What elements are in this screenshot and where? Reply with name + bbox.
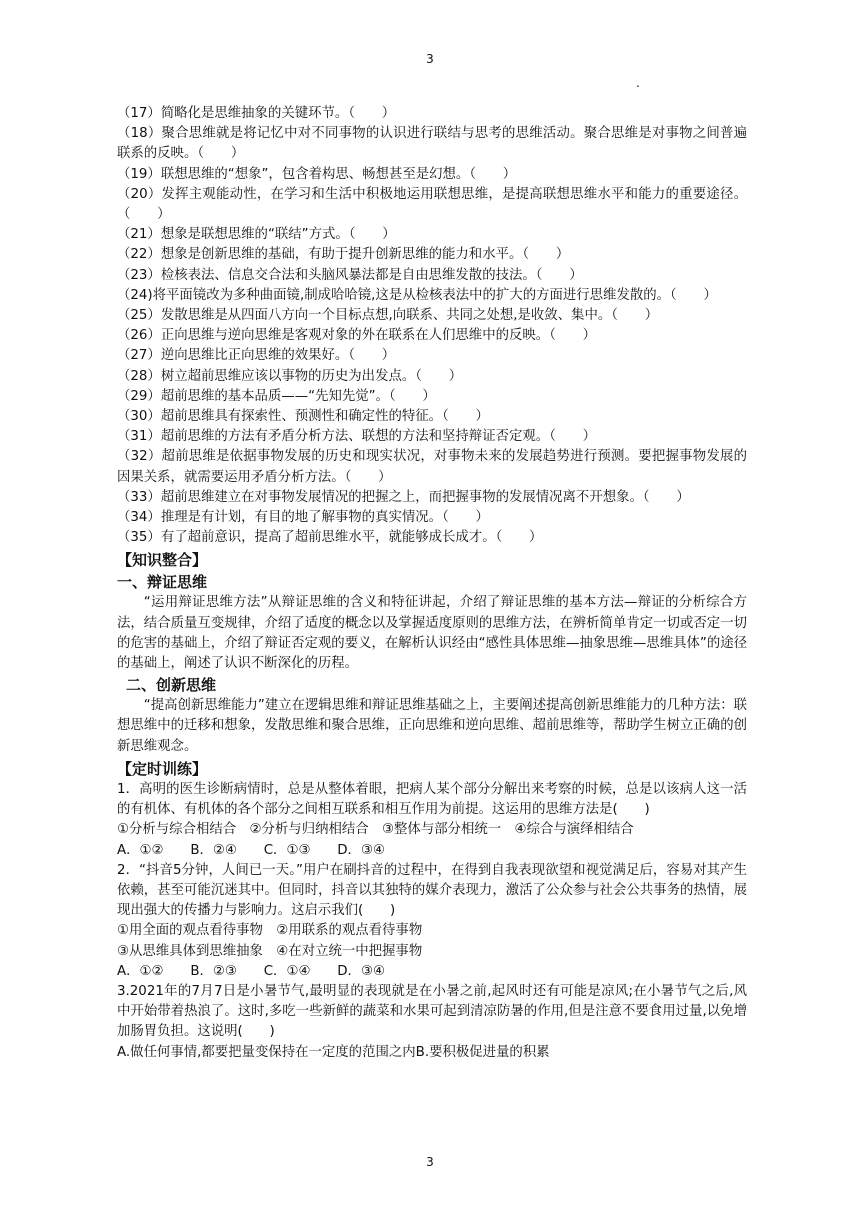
- knowledge-integration-title: 【知识整合】: [117, 551, 208, 570]
- section-dialectical-text: “运用辩证思维方法”从辩证思维的含义和特征讲起，介绍了辩证思维的基本方法—辩证的分析综合方法，结合质量互变规律，介绍了适度的概念以及掌握适度原则的思维方法，在辨析简单肯定一切或否定一切的危害的基础上，介绍了辩证否定观的要义，在解析认识经由“感性具体思维—抽象思维—思维具体”的途径的基础上，阐述了认识不断深化的历程。: [117, 595, 747, 672]
- true-false-item: （30）超前思维具有探索性、预测性和确定性的特征。（ ）: [117, 409, 489, 425]
- question-2-items-1: ①用全面的观点看待事物 ②用联系的观点看待事物: [117, 923, 423, 939]
- true-false-item: （17）简略化是思维抽象的关键环节。（ ）: [117, 106, 396, 121]
- timed-training-title: 【定时训练】: [117, 759, 208, 778]
- question-3-stem: 3.2021年的7月7日是小暑节气,最明显的表现就是在小暑之前,起风时还有可能是凉风;在小暑节气之后,风中开始带着热浪了。这时,多吃一些新鲜的蔬菜和水果可起到清凉防暑的作用,但是注意不要食用过量,以免增加肠胃负担。这说明( ): [117, 983, 747, 1040]
- section-dialectical-title: 一、辩证思维: [117, 573, 208, 592]
- true-false-item: （32）超前思维是依据事物发展的历史和现实状况，对事物未来的发展趋势进行预测。要把握事物发展的因果关系，就需要运用矛盾分析方法。（ ）: [117, 449, 747, 485]
- true-false-item: （35）有了超前意识，提高了超前思维水平，就能够成长成才。（ ）: [117, 530, 543, 546]
- section-innovative-title: 二、创新思维: [126, 676, 217, 695]
- true-false-item: （27）逆向思维比正向思维的效果好。（ ）: [117, 348, 396, 364]
- true-false-item: （23）检核表法、信息交合法和头脑风暴法都是自由思维发散的技法。（ ）: [117, 267, 583, 283]
- true-false-item: （28）树立超前思维应该以事物的历史为出发点。（ ）: [117, 368, 463, 384]
- header-page-number: 3: [426, 52, 434, 66]
- question-2-items-2: ③从思维具体到思维抽象 ④在对立统一中把握事物: [117, 943, 423, 959]
- true-false-item: （31）超前思维的方法有矛盾分析方法、联想的方法和坚持辩证否定观。（ ）: [117, 429, 597, 445]
- section-innovative-text: “提高创新思维能力”建立在逻辑思维和辩证思维基础之上，主要阐述提高创新思维能力的几种方法：联想思维中的迁移和想象，发散思维和聚合思维，正向思维和逆向思维、超前思维等，帮助学生树立正确的创新思维观念。: [117, 698, 747, 754]
- document-body: [117, 104, 747, 1063]
- question-3-options: A.做任何事情,都要把量变保持在一定度的范围之内B.要积极促进量的积累: [117, 1044, 550, 1060]
- question-1-options: A．①② B．②④ C．①③ D．③④: [117, 842, 385, 858]
- question-1-items: ①分析与综合相结合 ②分析与归纳相结合 ③整体与部分相统一 ④综合与演绎相结合: [117, 822, 634, 838]
- question-1-stem: 1．高明的医生诊断病情时，总是从整体着眼，把病人某个部分分解出来考察的时候，总是以该病人这一活的有机体、有机体的各个部分之间相互联系和相互作用为前提。这运用的思维方法是( ): [117, 781, 747, 818]
- true-false-item: （29）超前思维的基本品质——“先知先觉”。（ ）: [117, 388, 436, 404]
- footer-page-number: 3: [426, 1155, 434, 1169]
- true-false-item: （20）发挥主观能动性，在学习和生活中积极地运用联想思维，是提高联想思维水平和能力的重要途径。（ ）: [117, 186, 747, 223]
- true-false-item: （21）想象是联想思维的“联结”方式。（ ）: [117, 227, 396, 243]
- question-2-stem: 2．“抖音5分钟，人间已一天。”用户在刷抖音的过程中，在得到自我表现欲望和视觉满足后，容易对其产生依赖，甚至可能沉迷其中。但同时，抖音以其独特的媒介表现力，激活了公众参与社会公共事务的热情，展现出强大的传播力与影响力。这启示我们( ): [117, 862, 747, 919]
- true-false-item: （26）正向思维与逆向思维是客观对象的外在联系在人们思维中的反映。（ ）: [117, 328, 597, 344]
- true-false-item: （34）推理是有计划，有目的地了解事物的真实情况。（ ）: [117, 510, 489, 526]
- true-false-list: [117, 104, 747, 548]
- true-false-item: （33）超前思维建立在对事物发展情况的把握之上，而把握事物的发展情况离不开想象。（ ）: [117, 489, 690, 505]
- true-false-item: （25）发散思维是从四面八方向一个目标点想,向联系、共同之处想,是收敛、集中。（ ）: [117, 308, 659, 324]
- question-2-options: A．①② B．②③ C．①④ D．③④: [117, 963, 385, 979]
- header-dot: .: [636, 76, 640, 90]
- true-false-item: （24)将平面镜改为多种曲面镜,制成哈哈镜,这是从检核表法中的扩大的方面进行思维发散的。（ ）: [117, 287, 717, 303]
- true-false-item: （19）联想思维的“想象”，包含着构思、畅想甚至是幻想。（ ）: [117, 166, 517, 182]
- true-false-item: （22）想象是创新思维的基础，有助于提升创新思维的能力和水平。（ ）: [117, 247, 570, 263]
- true-false-item: （18）聚合思维就是将记忆中对不同事物的认识进行联结与思考的思维活动。聚合思维是对事物之间普遍联系的反映。（ ）: [117, 126, 747, 162]
